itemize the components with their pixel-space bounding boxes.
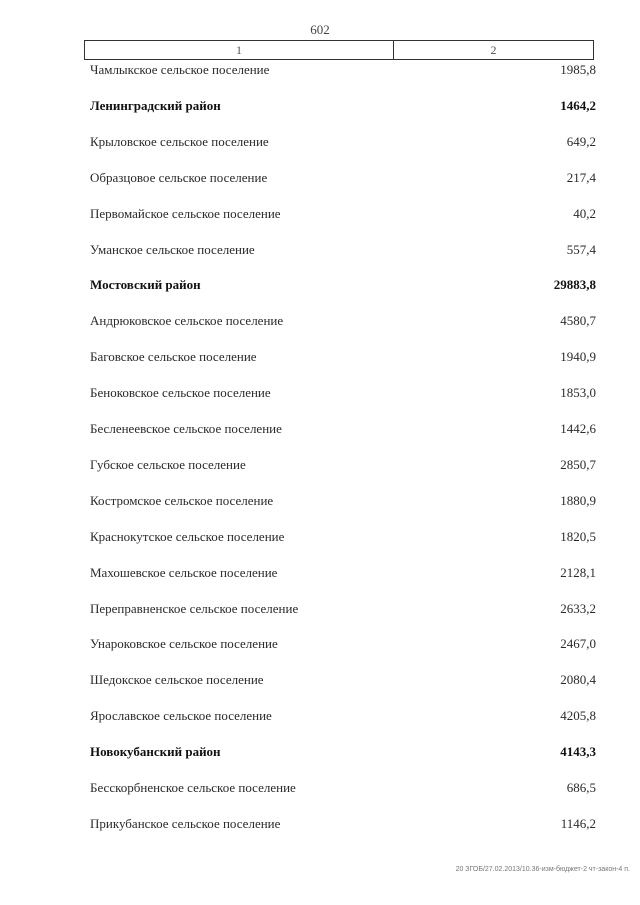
table-row	[0, 204, 640, 224]
table-row	[0, 132, 640, 152]
table-row	[0, 599, 640, 619]
amount-value: 1146,2	[560, 815, 596, 831]
amount-value: 1442,6	[560, 421, 596, 436]
amount-value: 1985,8	[560, 62, 596, 77]
settlement-name: Образцовое сельское поселение	[90, 169, 268, 185]
table-row	[0, 814, 640, 834]
settlement-name: Баговское сельское поселение	[90, 349, 257, 365]
settlement-name: Крыловское сельское поселение	[90, 133, 269, 149]
settlement-name: Ярославское сельское поселение	[90, 708, 272, 724]
amount-value: 2850,7	[560, 456, 596, 472]
district-row	[0, 742, 640, 762]
district-row	[0, 96, 640, 116]
amount-value: 1880,9	[560, 492, 596, 508]
district-name: Мостовский район	[90, 277, 201, 293]
footer-text: 20 ЗГОБ/27.02.2013/10.36-изм-бюджет-2 чт-закон-4 п.	[455, 866, 630, 873]
amount-value: 40,2	[573, 205, 596, 221]
district-row	[0, 275, 640, 295]
table-row	[0, 706, 640, 726]
table-row	[0, 455, 640, 475]
header-col-2: 2	[490, 43, 497, 57]
table-row	[0, 347, 640, 367]
amount-value: 4580,7	[560, 313, 596, 329]
amount-value: 217,4	[566, 169, 596, 185]
table-row	[0, 60, 640, 80]
settlement-name: Бесскорбненское сельское поселение	[90, 780, 296, 795]
header-col-1: 1	[85, 41, 394, 59]
settlement-name: Чамлыкское сельское поселение	[90, 62, 270, 77]
amount-value: 686,5	[566, 780, 596, 795]
amount-value: 4205,8	[560, 708, 596, 724]
settlement-name: Прикубанское сельское поселение	[90, 815, 281, 831]
amount-value: 29883,8	[553, 277, 596, 293]
amount-value: 2128,1	[560, 564, 596, 580]
table-header	[84, 40, 594, 60]
table-row	[0, 634, 640, 654]
table-row	[0, 563, 640, 583]
district-name: Ленинградский район	[90, 97, 221, 113]
amount-value: 2080,4	[560, 672, 596, 688]
amount-value: 1464,2	[560, 97, 596, 113]
amount-value: 649,2	[566, 133, 596, 149]
settlement-name: Бесленеевское сельское поселение	[90, 421, 282, 436]
settlement-name: Махошевское сельское поселение	[90, 564, 278, 580]
settlement-name: Унароковское сельское поселение	[90, 636, 278, 652]
table-row	[0, 240, 640, 260]
table-row	[0, 168, 640, 188]
settlement-name: Переправненское сельское поселение	[90, 600, 299, 616]
settlement-name: Андрюковское сельское поселение	[90, 313, 284, 329]
amount-value: 1940,9	[560, 349, 596, 365]
settlement-name: Шедокское сельское поселение	[90, 672, 264, 688]
settlement-name: Краснокутское сельское поселение	[90, 528, 285, 544]
settlement-name: Костромское сельское поселение	[90, 492, 274, 508]
amount-value: 1820,5	[560, 528, 596, 544]
table-row	[0, 383, 640, 403]
amount-value: 2467,0	[560, 636, 596, 652]
table-row	[0, 527, 640, 547]
table-row	[0, 311, 640, 331]
table-row	[0, 670, 640, 690]
amount-value: 1853,0	[560, 385, 596, 401]
settlement-name: Беноковское сельское поселение	[90, 385, 271, 401]
settlement-name: Губское сельское поселение	[90, 456, 246, 472]
table-row	[0, 419, 640, 439]
amount-value: 4143,3	[560, 744, 596, 760]
page-number: 602	[310, 22, 330, 37]
settlement-name: Первомайское сельское поселение	[90, 205, 281, 221]
table-row	[0, 778, 640, 798]
table-row	[0, 491, 640, 511]
amount-value: 2633,2	[560, 600, 596, 616]
amount-value: 557,4	[566, 241, 596, 257]
district-name: Новокубанский район	[90, 744, 221, 760]
settlement-name: Уманское сельское поселение	[90, 241, 255, 257]
